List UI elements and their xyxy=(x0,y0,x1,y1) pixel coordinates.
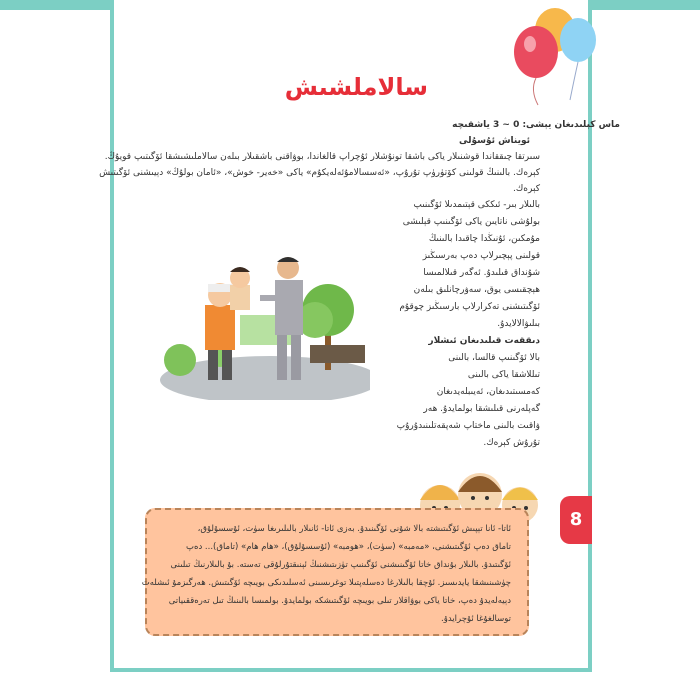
paragraph2-line1: بالىلار بىر- ئىككى قېتىمدىلا ئۆگىنىپ xyxy=(413,200,540,210)
paragraph2-line8: بىلىۋالالايدۇ. xyxy=(497,319,540,329)
tip-line3: ئۆگىتىدۇ. بالىلار بۇنداق خاتا ئۆگىنىشنى ئۆگىنىپ تۈزىتىشنىڭ ئېنىقتۇرلۇقى تەستە. بۇ بالىلارنىڭ تىلىنى xyxy=(170,560,511,570)
paragraph3-line5: ۋاقىت بالىنى ماختاپ شەپقەتلىنىدۇرۇپ xyxy=(396,421,540,431)
tip-box xyxy=(141,508,529,636)
page-title: سالاملشىش xyxy=(284,73,428,101)
paragraph2-line4: قولىنى پېچىرلاپ دەپ بەرسىڭىز xyxy=(422,251,540,261)
card-border-bottom xyxy=(110,668,592,672)
paragraph3-line1: بالا ئۆگىنىپ قالسا، بالىنى xyxy=(448,353,540,363)
paragraph3-line2: تىللاشقا ياكى بالىنى xyxy=(467,370,540,380)
title-badge xyxy=(284,70,428,104)
paragraph2-line6: ھېچقىسى يوق، سەۋرچانلىق بىلەن xyxy=(413,285,540,295)
paragraph1-line3: كېرەك. xyxy=(513,184,540,194)
paragraph3-line4: گەپلەرنى قىلىشقا بولمايدۇ. ھەر xyxy=(423,404,540,414)
page-number: 8 xyxy=(569,509,583,530)
age-range-line: ماس كېلىدىغان يېشى: 0 ~ 3 ياشقىچە xyxy=(452,120,620,130)
tip-line6: توسالغۇغا ئۇچرايدۇ. xyxy=(441,614,511,624)
balloons-illustration xyxy=(500,0,600,110)
paragraph2-line2: بولۇشى ناتايىن ياكى ئۆگىنىپ قېلىشى xyxy=(402,217,540,227)
tip-line2: تاماق دەپ ئۆگىتىشنى، «مەمبە» (سۈت)، «ھومبە» (ئۇسسۇلۇق)، «ھام ھام» (تاماق)... دەپ xyxy=(185,542,511,552)
tip-line4: چۈشىنىشقا يايدىسىز. ئۇچقا بالىلارغا دەسلەپتىلا توغرىسىنى ئەسلىدىكى بويىچە ئۆگىتىش. ھەرگىزمۇ ئىشلەت xyxy=(141,578,511,588)
tip-line5: دېيەلەيدۇ دەپ، خاتا ياكى بوۋاقلار تىلى بويىچە ئۆگىتىشكە بولمايدۇ. بولمىسا بالىنىڭ تىل تەرەققىياتى xyxy=(168,596,511,606)
paragraph2-line3: مۇمكىن، ئۇنىڭدا چاقىدا بالىنىڭ xyxy=(428,234,540,244)
greeting-illustration xyxy=(160,210,370,400)
section-heading-method: ئويناش ئۇسۇلى xyxy=(458,136,530,146)
card-border-left xyxy=(110,0,114,672)
tip-line1: ئاتا- ئانا تېپىش ئۆگىتىشتە بالا شۇنى ئۆگىنىدۇ. بەزى ئاتا- ئانىلار بالىلىرىغا سۈت، ئۇسسۇلۇق، xyxy=(197,524,511,534)
paragraph3-line6: تۇرۇش كېرەك. xyxy=(483,438,540,448)
paragraph1-line1: سىرتقا چىققاندا قوشنىلار ياكى باشقا تونۇشلار ئۇچراپ قالغاندا، بوۋاقنى باشقىلار بىلەن سالاملىشىشقا ئۆگىتىپ قويۇڭ. xyxy=(104,152,540,162)
paragraph2-line7: ئۆگىتىشنى تەكرارلاپ بارسىڭىز چوقۇم xyxy=(399,302,540,312)
paragraph3-line3: كەمسىتىدىغان، ئەيىبلەيدىغان xyxy=(436,387,540,397)
paragraph2-line5: شۇنداق قىلىدۇ. ئەگەر قىلالمىسا xyxy=(423,268,540,278)
section-heading-notes: دىققەت قىلىدىغان ئىشلار xyxy=(428,336,540,346)
paragraph1-line2: كېرەك. بالىنىڭ قولىنى كۆتۈرۈپ تۇرۇپ، «ئەسسالامۇئەلەيكۇم» ياكى «خەير- خوش»، «ئامان بولۇڭ» دېيىشنى ئۆگىتىش xyxy=(99,168,540,178)
